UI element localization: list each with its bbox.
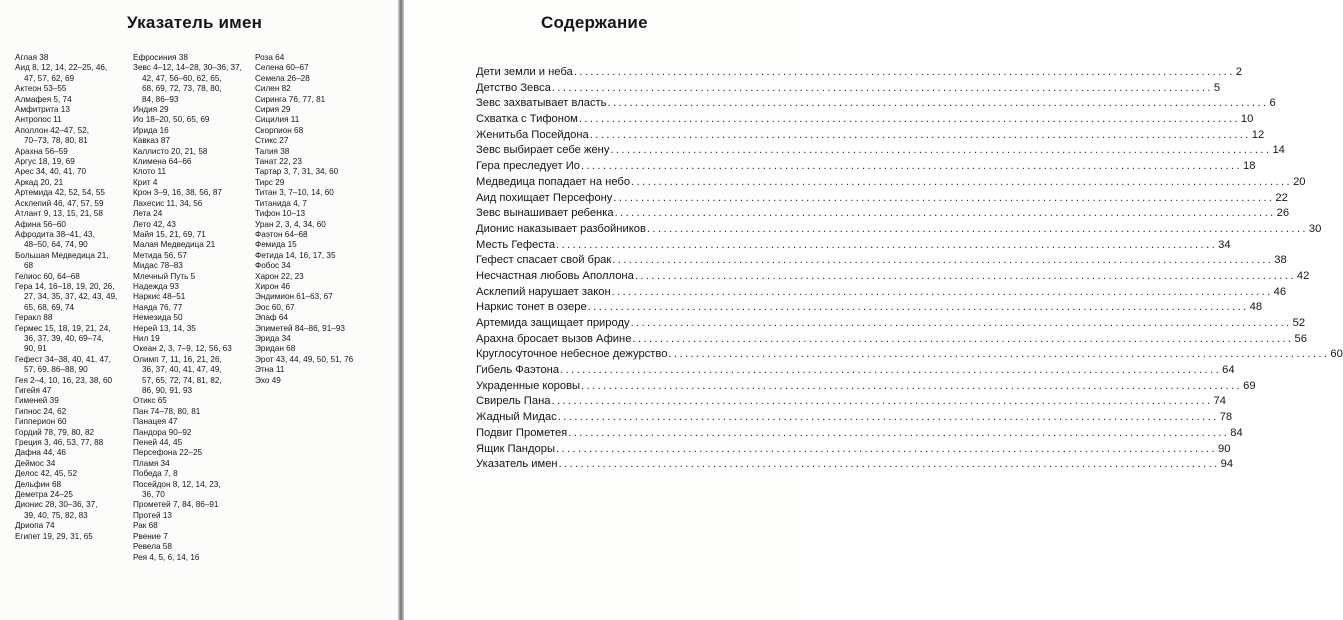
index-entry: Гименей 39 bbox=[15, 396, 59, 406]
toc-entry-page: 6 bbox=[1269, 97, 1276, 110]
index-entry: Афина 56–60 bbox=[15, 219, 66, 229]
index-entry: Эридан 68 bbox=[255, 344, 296, 354]
toc-entry bbox=[476, 222, 1322, 239]
index-entry: Рак 68 bbox=[133, 521, 158, 531]
toc-dot-leader: ........................................................................................................................ bbox=[581, 379, 1243, 392]
index-column-1 bbox=[15, 53, 117, 542]
toc-entry-title: Круглосуточное небесное дежурство bbox=[476, 348, 668, 361]
toc-entry-title: Дети земли и неба bbox=[476, 66, 573, 78]
toc-dot-leader: ........................................................................................................................ bbox=[556, 238, 1218, 251]
toc-entry bbox=[476, 269, 1310, 286]
index-entry: Эос 60, 67 bbox=[255, 302, 295, 312]
toc-entry-title: Дионис наказывает разбойников bbox=[476, 222, 646, 235]
index-entry: Этна 11 bbox=[255, 365, 285, 375]
index-entry: Фобос 34 bbox=[255, 261, 291, 271]
index-entry: Эпаф 64 bbox=[255, 313, 288, 323]
index-entry: Малая Медведица 21 bbox=[133, 240, 216, 250]
index-entry: Ио 18–20, 50, 65, 69 bbox=[133, 115, 210, 125]
toc-entry-page: 94 bbox=[1220, 458, 1234, 471]
index-entry: Большая Медведица 21, 68 bbox=[15, 250, 109, 271]
index-entry: Гефест 34–38, 40, 41, 47, 57, 69, 86–88, 90 bbox=[15, 354, 111, 375]
index-entry: Отикс 65 bbox=[133, 396, 167, 406]
toc-entry bbox=[476, 426, 1243, 443]
toc-entry bbox=[476, 175, 1306, 192]
index-entry: Олимп 7, 11, 16, 21, 26, 36, 37, 40, 41, 47, 49, 57, 65, 72, 74, 81, 82, 86, 90, 91, 93 bbox=[133, 354, 222, 395]
toc-dot-leader: ........................................................................................................................ bbox=[557, 411, 1219, 424]
toc-entry bbox=[476, 66, 1242, 82]
toc-dot-leader: ........................................................................................................................ bbox=[646, 222, 1308, 235]
toc-entry-page: 30 bbox=[1308, 222, 1322, 235]
index-entry: Крон 3–9, 16, 38, 56, 87 bbox=[133, 188, 222, 198]
index-entry: Актеон 53–55 bbox=[15, 84, 67, 94]
contents-heading: Содержание bbox=[541, 13, 648, 32]
toc-entry-title: Свирель Пана bbox=[476, 395, 551, 408]
index-entry: Алмафея 5, 74 bbox=[15, 94, 72, 104]
index-entry: Нил 19 bbox=[133, 333, 160, 343]
toc-dot-leader: ........................................................................................................................ bbox=[551, 395, 1213, 408]
index-column-3 bbox=[255, 53, 353, 386]
index-entry: Пандора 90–92 bbox=[133, 427, 192, 437]
toc-entry bbox=[476, 238, 1231, 255]
index-entry: Мидас 78–83 bbox=[133, 261, 183, 271]
index-entry: Климена 64–66 bbox=[133, 157, 192, 167]
index-entry: Гипперион 60 bbox=[15, 417, 67, 427]
index-entry: Клото 11 bbox=[133, 167, 166, 177]
index-entry: Роза 64 bbox=[255, 53, 285, 62]
index-entry: Дельфин 68 bbox=[15, 479, 62, 489]
toc-entry-page: 42 bbox=[1296, 269, 1310, 282]
index-entry: Дионис 28, 30–36, 37, 39, 40, 75, 82, 83 bbox=[15, 500, 98, 520]
index-entry: Эхо 49 bbox=[255, 375, 281, 385]
index-entry: Ирида 16 bbox=[133, 125, 169, 135]
index-entry: Сирия 29 bbox=[255, 105, 291, 115]
toc-entry-title: Ящик Пандоры bbox=[476, 442, 555, 455]
index-entry: Антропос 11 bbox=[15, 115, 62, 125]
toc-entry bbox=[476, 191, 1288, 208]
index-entry: Панацея 47 bbox=[133, 417, 178, 427]
toc-entry-page: 14 bbox=[1272, 144, 1285, 157]
index-entry: Тифон 10–13 bbox=[255, 209, 306, 219]
toc-entry bbox=[476, 442, 1231, 459]
index-entry: Селена 60–67 bbox=[255, 63, 309, 73]
index-column-2 bbox=[133, 53, 242, 563]
toc-entry-page: 52 bbox=[1292, 317, 1306, 329]
index-entry: Индия 29 bbox=[133, 105, 169, 115]
index-entry: Дриопа 74 bbox=[15, 521, 55, 531]
toc-dot-leader: ........................................................................................................................ bbox=[573, 66, 1235, 78]
toc-dot-leader: ........................................................................................................................ bbox=[556, 442, 1217, 455]
index-entry: Немезида 50 bbox=[133, 313, 183, 323]
index-entry: Ревела 58 bbox=[133, 542, 172, 552]
index-entry: Сиринга 76, 77, 81 bbox=[255, 94, 326, 104]
index-entry: Семела 26–28 bbox=[255, 73, 310, 83]
toc-entry-title: Указатель имен bbox=[476, 458, 558, 471]
toc-entry-page: 78 bbox=[1219, 411, 1233, 424]
toc-dot-leader: ........................................................................................................................ bbox=[560, 364, 1222, 377]
toc-entry-title: Украденные коровы bbox=[476, 379, 581, 392]
index-entry: Наркис 48–51 bbox=[133, 292, 186, 302]
toc-entry-page: 26 bbox=[1276, 207, 1290, 220]
toc-entry-title: Асклепий нарушает закон bbox=[476, 285, 611, 298]
toc-dot-leader: ........................................................................................................................ bbox=[668, 348, 1330, 361]
toc-entry bbox=[476, 113, 1254, 129]
toc-entry bbox=[476, 364, 1235, 380]
index-entry: Крит 4 bbox=[133, 177, 158, 187]
index-entry: Деймос 34 bbox=[15, 458, 56, 468]
index-entry: Гордий 78, 79, 80, 82 bbox=[15, 427, 95, 437]
index-entry: Эндимион 61–63, 67 bbox=[255, 292, 333, 302]
index-entry: Прометей 7, 84, 86–91 bbox=[133, 500, 219, 510]
index-entry: Протей 13 bbox=[133, 510, 172, 520]
index-entry: Фемида 15 bbox=[255, 240, 297, 250]
index-entry: Гелиос 60, 64–68 bbox=[15, 271, 80, 281]
toc-entry-title: Несчастная любовь Аполлона bbox=[476, 269, 634, 282]
index-entry: Пламя 34 bbox=[133, 458, 170, 468]
index-entry: Персефона 22–25 bbox=[133, 448, 203, 458]
toc-entry-title: Артемида защищает природу bbox=[476, 317, 630, 329]
index-entry: Титанида 4, 7 bbox=[255, 198, 307, 208]
index-entry: Ефросиния 38 bbox=[133, 53, 188, 62]
toc-dot-leader: ........................................................................................................................ bbox=[581, 160, 1243, 173]
toc-entry bbox=[476, 144, 1285, 160]
toc-entry-page: 69 bbox=[1243, 379, 1256, 392]
index-entry: Деметра 24–25 bbox=[15, 490, 73, 500]
toc-entry bbox=[476, 160, 1256, 176]
index-entry: Аглая 38 bbox=[15, 53, 49, 62]
toc-entry bbox=[476, 301, 1263, 317]
toc-dot-leader: ........................................................................................................................ bbox=[589, 128, 1251, 141]
index-entry: Делос 42, 45, 52 bbox=[15, 469, 78, 479]
toc-entry-page: 60 bbox=[1330, 348, 1343, 361]
toc-entry bbox=[476, 411, 1233, 427]
toc-entry-page: 22 bbox=[1275, 191, 1288, 204]
toc-entry bbox=[476, 379, 1256, 396]
toc-entry-page: 46 bbox=[1273, 285, 1287, 298]
index-entry: Нерей 13, 14, 35 bbox=[133, 323, 196, 333]
toc-entry-page: 64 bbox=[1222, 364, 1235, 377]
toc-entry bbox=[476, 285, 1287, 302]
toc-dot-leader: ........................................................................................................................ bbox=[611, 285, 1273, 298]
index-entry: Артемида 42, 52, 54, 55 bbox=[15, 188, 105, 198]
toc-entry-title: Зевс вынашивает ребенка bbox=[476, 207, 614, 220]
toc-dot-leader: ........................................................................................................................ bbox=[551, 81, 1213, 94]
toc-dot-leader: ........................................................................................................................ bbox=[614, 207, 1276, 220]
toc-entry-title: Схватка с Тифоном bbox=[476, 113, 578, 126]
toc-entry-title: Гибель Фаэтона bbox=[476, 364, 560, 377]
index-entry: Аид 8, 12, 14, 22–25, 46, 47, 57, 62, 69 bbox=[15, 63, 108, 83]
toc-dot-leader: ........................................................................................................................ bbox=[632, 332, 1294, 345]
toc-entry-title: Зевс захватывает власть bbox=[476, 97, 607, 110]
index-entry: Эрида 34 bbox=[255, 333, 291, 343]
toc-entry-page: 48 bbox=[1249, 301, 1263, 314]
index-entry: Гермес 15, 18, 19, 21, 24, 36, 37, 39, 40, 69–74, 90, 91 bbox=[15, 323, 111, 354]
index-entry: Зевс 4–12, 14–28, 30–36, 37, 42, 47, 56–60, 62, 65, 68, 69, 72, 73, 78, 80, 84, 86–93 bbox=[133, 63, 242, 104]
toc-entry-page: 10 bbox=[1240, 113, 1254, 126]
index-entry: Харон 22, 23 bbox=[255, 271, 304, 281]
toc-entry-page: 90 bbox=[1218, 442, 1231, 455]
index-entry: Стикс 27 bbox=[255, 136, 289, 146]
toc-entry bbox=[476, 81, 1221, 98]
toc-entry-title: Женитьба Посейдона bbox=[476, 128, 589, 141]
toc-entry-title: Жадный Мидас bbox=[476, 411, 557, 424]
index-entry: Аргус 18, 19, 69 bbox=[15, 157, 75, 167]
index-entry: Геракл 88 bbox=[15, 313, 53, 323]
toc-dot-leader: ........................................................................................................................ bbox=[607, 97, 1269, 110]
index-entry: Атлант 9, 13, 15, 21, 58 bbox=[15, 209, 103, 219]
toc-dot-leader: ........................................................................................................................ bbox=[631, 175, 1293, 188]
index-entry: Афродита 38–41, 43, 48–50, 64, 74, 90 bbox=[15, 229, 95, 250]
toc-dot-leader: ........................................................................................................................ bbox=[613, 191, 1275, 204]
toc-entry-page: 18 bbox=[1243, 160, 1256, 173]
index-entry: Наяда 76, 77 bbox=[133, 302, 183, 312]
toc-dot-leader: ........................................................................................................................ bbox=[612, 254, 1274, 267]
index-entry: Метида 56, 57 bbox=[133, 250, 187, 260]
toc-entry-title: Арахна бросает вызов Афине bbox=[476, 332, 632, 345]
toc-entry-title: Медведица попадает на небо bbox=[476, 175, 631, 188]
toc-dot-leader: ........................................................................................................................ bbox=[578, 113, 1240, 126]
index-entry: Арахна 56–59 bbox=[15, 146, 68, 156]
index-entry: Кавказ 87 bbox=[133, 136, 171, 146]
index-entry: Эпиметей 84–86, 91–93 bbox=[255, 323, 345, 333]
toc-entry-title: Детство Зевса bbox=[476, 81, 551, 94]
toc-entry-title: Гера преследует Ио bbox=[476, 160, 581, 173]
toc-entry-title: Наркис тонет в озере bbox=[476, 301, 587, 314]
index-entry: Тартар 3, 7, 31, 34, 60 bbox=[255, 167, 339, 177]
index-entry: Сицилия 11 bbox=[255, 115, 300, 125]
index-entry: Лета 24 bbox=[133, 209, 163, 219]
index-entry: Силен 82 bbox=[255, 84, 291, 94]
index-entry: Уран 2, 3, 4, 34, 60 bbox=[255, 219, 326, 229]
toc-entry-page: 12 bbox=[1251, 128, 1265, 141]
index-entry: Талия 38 bbox=[255, 146, 290, 156]
index-entry: Победа 7, 8 bbox=[133, 469, 178, 479]
index-entry: Аркад 20, 21 bbox=[15, 177, 64, 187]
index-entry: Эрот 43, 44, 49, 50, 51, 76 bbox=[255, 354, 354, 364]
toc-dot-leader: ........................................................................................................................ bbox=[630, 317, 1292, 329]
index-entry: Пеней 44, 45 bbox=[133, 438, 183, 448]
toc-entry bbox=[476, 97, 1276, 113]
index-entry: Рвение 7 bbox=[133, 531, 168, 541]
toc-entry-page: 20 bbox=[1293, 175, 1306, 188]
index-entry: Рея 4, 5, 6, 14, 16 bbox=[133, 552, 200, 562]
index-entry: Океан 2, 3, 7–9, 12, 56, 63 bbox=[133, 344, 232, 354]
toc-dot-leader: ........................................................................................................................ bbox=[568, 426, 1230, 439]
toc-entry bbox=[476, 128, 1265, 145]
toc-entry-page: 84 bbox=[1230, 426, 1243, 439]
index-entry: Майя 15, 21, 69, 71 bbox=[133, 229, 206, 239]
index-entry: Гигейя 47 bbox=[15, 386, 52, 395]
toc-entry bbox=[476, 395, 1226, 411]
toc-entry-title: Зевс выбирает себе жену bbox=[476, 144, 610, 157]
toc-dot-leader: ........................................................................................................................ bbox=[610, 144, 1272, 157]
toc-entry bbox=[476, 207, 1290, 223]
index-entry: Титан 3, 7–10, 14, 60 bbox=[255, 188, 334, 198]
toc-dot-leader: ........................................................................................................................ bbox=[634, 269, 1296, 282]
index-entry: Фетида 14, 16, 17, 35 bbox=[255, 250, 336, 260]
toc-entry-title: Подвиг Прометея bbox=[476, 426, 568, 439]
toc-dot-leader: ........................................................................................................................ bbox=[587, 301, 1249, 314]
index-entry: Посейдон 8, 12, 14, 23, 36, 70 bbox=[133, 479, 221, 500]
index-entry: Египет 19, 29, 31, 65 bbox=[15, 531, 93, 541]
toc-dot-leader: ........................................................................................................................ bbox=[558, 458, 1220, 471]
toc-entry bbox=[476, 254, 1287, 270]
index-entry: Гера 14, 16–18, 19, 20, 26, 27, 34, 35, 37, 42, 43, 49, 65, 68, 69, 74 bbox=[15, 281, 118, 312]
toc-entry-page: 34 bbox=[1218, 238, 1231, 251]
index-entry: Аполлон 42–47, 52, 70–73, 78, 80, 81 bbox=[15, 125, 89, 146]
index-entry: Греция 3, 46, 53, 77, 88 bbox=[15, 438, 104, 448]
index-entry: Надежда 93 bbox=[133, 281, 179, 291]
toc-entry-page: 56 bbox=[1294, 332, 1307, 345]
toc-entry-page: 5 bbox=[1213, 81, 1221, 94]
index-entry: Фаэтон 64–68 bbox=[255, 229, 308, 239]
index-entry: Асклепий 46, 47, 57, 59 bbox=[15, 198, 104, 208]
index-entry: Арес 34, 40, 41, 70 bbox=[15, 167, 87, 177]
toc-entry bbox=[476, 458, 1234, 474]
index-entry: Лето 42, 43 bbox=[133, 219, 176, 229]
toc-entry bbox=[476, 317, 1306, 333]
index-entry: Дафна 44, 46 bbox=[15, 448, 66, 458]
index-entry: Скорпион 68 bbox=[255, 125, 304, 135]
toc-entry-page: 74 bbox=[1213, 395, 1226, 408]
index-entry: Танат 22, 23 bbox=[255, 157, 302, 167]
index-entry: Каллисто 20, 21, 58 bbox=[133, 146, 208, 156]
toc-entry-title: Гефест спасает свой брак bbox=[476, 254, 612, 267]
toc-entry-title: Аид похищает Персефону bbox=[476, 191, 613, 204]
toc-entry bbox=[476, 332, 1307, 349]
toc-entry-title: Месть Гефеста bbox=[476, 238, 556, 251]
table-of-contents bbox=[476, 66, 1343, 474]
toc-entry-page: 2 bbox=[1235, 66, 1242, 78]
toc-entry bbox=[476, 348, 1343, 364]
index-entry: Гипнос 24, 62 bbox=[15, 406, 67, 416]
index-entry: Гея 2–4, 10, 16, 23, 38, 60 bbox=[15, 375, 113, 385]
index-entry: Тирс 29 bbox=[255, 177, 285, 187]
index-entry: Амфитрита 13 bbox=[15, 105, 70, 115]
index-heading: Указатель имен bbox=[127, 13, 263, 32]
index-entry: Млечный Путь 5 bbox=[133, 271, 196, 281]
index-entry: Пан 74–78, 80, 81 bbox=[133, 406, 201, 416]
toc-entry-page: 38 bbox=[1274, 254, 1287, 267]
index-entry: Хирон 46 bbox=[255, 281, 291, 291]
index-entry: Лахесис 11, 34, 56 bbox=[133, 198, 203, 208]
